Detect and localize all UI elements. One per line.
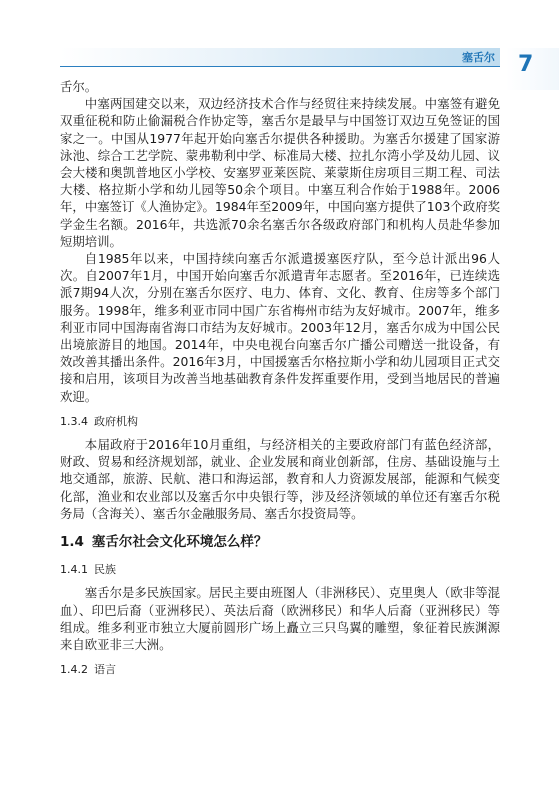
heading-text: 政府机构: [94, 414, 138, 428]
heading-text: 民族: [94, 563, 116, 577]
paragraph-medical-volunteers: 自1985年以来，中国持续向塞舌尔派遣援塞医疗队，至今总计派出96人次。自2007年1月，中国开始向塞舌尔派遣青年志愿者。至2016年，已连续选派7期94人次，分别在塞舌尔医疗、电力、体育、文化、教育、住房等多个部门服务。1998年，维多利亚市同中国广东省梅州市结为友好城市。2007年，维多利亚市同中国海南省海口市结为友好城市。2003年12月，塞舌尔成为中国公民出境旅游目的地国。2014年，中央电视台向塞舌尔广播公司赠送一批设备，有效改善其播出条件。2016年3月，中国援塞舌尔格拉斯小学和幼儿园项目正式交接和启用，该项目为改善当地基础教育条件发挥重要作用，受到当地居民的普遍欢迎。: [60, 251, 500, 404]
page-number: 7: [518, 52, 534, 77]
running-header-title: 塞舌尔: [462, 51, 495, 64]
subsection-heading-language: [60, 661, 500, 678]
heading-number: 1.4.2: [60, 663, 88, 677]
paragraph-government-departments: 本届政府于2016年10月重组，与经济相关的主要政府部门有蓝色经济部，财政、贸易和经济规划部，就业、企业发展和商业创新部，住房、基础设施与土地交通部，旅游、民航、港口和海运部，教育和人力资源发展部，能源和气候变化部，渔业和农业部以及塞舌尔中央银行等，涉及经济领域的单位还有塞舌尔税务局（含海关）、塞舌尔金融服务局、塞舌尔投资局等。: [60, 437, 500, 521]
heading-text: 语言: [94, 663, 116, 677]
heading-number: 1.4: [60, 534, 84, 551]
heading-number: 1.3.4: [60, 414, 88, 428]
paragraph-ethnicity: 塞舌尔是多民族国家。居民主要由班图人（非洲移民）、克里奥人（欧非等混血）、印巴后裔（亚洲移民）、英法后裔（欧洲移民）和华人后裔（亚洲移民）等组成。维多利亚市独立大厦前圆形广场上矗立三只鸟翼的雕塑，象征着民族渊源来自欧亚非三大洲。: [60, 585, 500, 653]
page-body: [60, 78, 500, 685]
subsection-heading-government: [60, 413, 500, 430]
header-band: [60, 48, 500, 66]
header-rule: [60, 66, 500, 67]
paragraph-bilateral-cooperation: 中塞两国建交以来，双边经济技术合作与经贸往来持续发展。中塞签有避免双重征税和防止偷漏税合作协定等，塞舌尔是最早与中国签订双边互免签证的国家之一。中国从1977年起开始向塞舌尔提供各种援助。为塞舌尔援建了国家游泳池、综合工艺学院、蒙弗勒利中学、标准局大楼、拉扎尔湾小学及幼儿园、议会大楼和奥凯普地区小学校、安塞罗亚莱医院、莱蒙斯住房项目三期工程、司法大楼、格拉斯小学和幼儿园等50余个项目。中塞互利合作始于1988年。2006年，中塞签订《人渔协定》。1984年至2009年，中国向塞方提供了103个政府奖学金生名额。2016年，共选派70余名塞舌尔各级政府部门和机构人员赴华参加短期培训。: [60, 96, 500, 249]
section-heading-social-culture: [60, 534, 500, 551]
heading-number: 1.4.1: [60, 563, 88, 577]
paragraph-continued: 舌尔。: [60, 79, 98, 94]
heading-text: 塞舌尔社会文化环境怎么样？: [91, 534, 268, 551]
subsection-heading-ethnicity: [60, 561, 500, 578]
